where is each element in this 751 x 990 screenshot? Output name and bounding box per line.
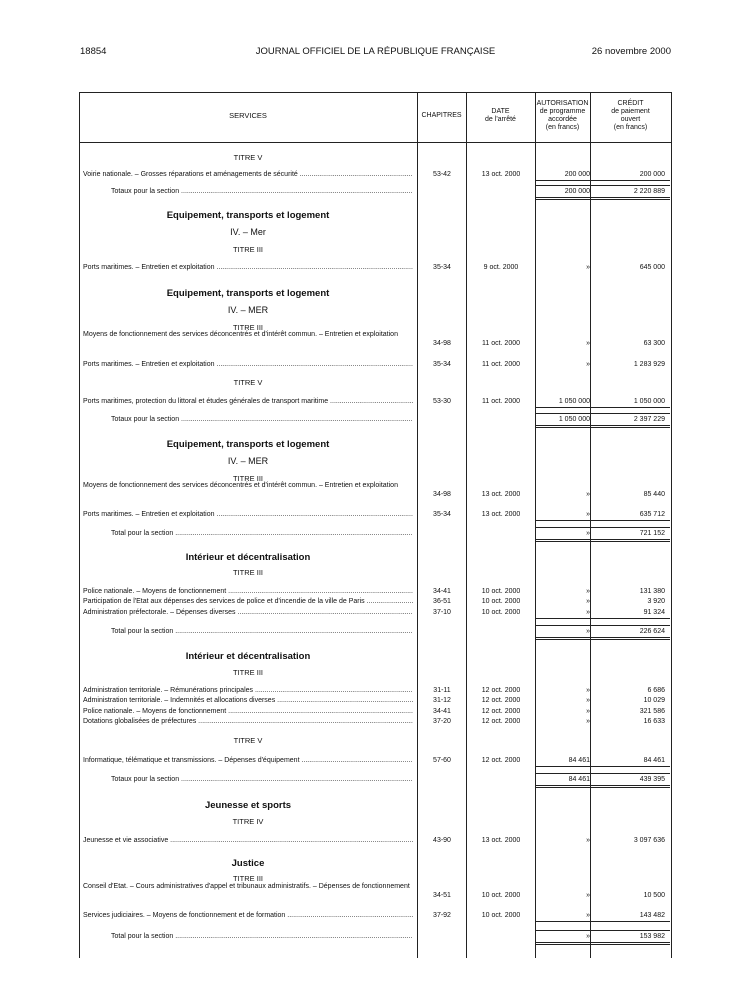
total-rule (536, 413, 590, 414)
row-date: 10 oct. 2000 (481, 892, 521, 899)
total-rule (591, 199, 670, 200)
row-label: Services judiciaires. – Moyens de fonctionnement et de formation ..... (83, 911, 413, 920)
row-autorisation: » (586, 697, 590, 704)
row-label: Administration territoriale. – Indemnités et allocations diverses ..... (83, 696, 413, 705)
row-label: Police nationale. – Moyens de fonctionnement ..... (83, 707, 413, 716)
titre-heading: TITRE III (233, 323, 263, 332)
total-rule (591, 425, 670, 426)
total-rule (536, 425, 590, 426)
row-autorisation: 200 000 (564, 171, 590, 178)
row-credit: 6 686 (647, 687, 665, 694)
row-date: 11 oct. 2000 (481, 340, 520, 347)
row-date: 12 oct. 2000 (481, 708, 521, 715)
titre-heading: TITRE V (233, 378, 263, 387)
row-chapitre: 34-41 (433, 588, 451, 595)
col-header-cred-l3: ouvert (620, 116, 641, 123)
row-date: 12 oct. 2000 (481, 757, 521, 764)
titre-heading: TITRE V (233, 153, 263, 162)
row-credit: 143 482 (639, 912, 665, 919)
row-credit: 131 380 (639, 588, 665, 595)
subtotal-rule (591, 180, 670, 181)
row-credit: 2 397 229 (633, 416, 665, 423)
row-autorisation: » (586, 892, 590, 899)
titre-heading: TITRE IV (232, 817, 264, 826)
titre-heading: TITRE V (233, 736, 263, 745)
row-credit: 10 500 (643, 892, 665, 899)
total-rule (591, 185, 670, 186)
row-autorisation: » (586, 687, 590, 694)
row-chapitre: 31-11 (433, 687, 451, 694)
row-chapitre: 35-34 (433, 264, 451, 271)
total-rule (591, 539, 670, 540)
total-rule (536, 427, 590, 428)
row-credit: 3 920 (647, 598, 665, 605)
row-credit: 439 395 (639, 776, 665, 783)
subtotal-rule (591, 921, 670, 922)
row-credit: 1 283 929 (633, 361, 665, 368)
row-chapitre: 31-12 (433, 697, 451, 704)
ministry-title: Justice (231, 858, 265, 869)
total-rule (591, 637, 670, 638)
row-credit: 321 586 (639, 708, 665, 715)
total-rule (591, 625, 670, 626)
subtotal-rule (536, 766, 590, 767)
row-autorisation: » (586, 609, 590, 616)
col-header-date-l2: de l'arrêté (485, 116, 516, 123)
row-autorisation: » (586, 933, 590, 940)
row-autorisation: » (586, 530, 590, 537)
row-autorisation: » (586, 628, 590, 635)
row-date: 11 oct. 2000 (481, 361, 520, 368)
col-header-auth-l1: AUTORISATION (536, 100, 589, 107)
row-date: 11 oct. 2000 (481, 398, 520, 405)
total-rule (536, 773, 590, 774)
total-rule (536, 942, 590, 943)
col-header-autorisation (535, 100, 590, 132)
row-label: Total pour la section ..... (111, 627, 413, 636)
row-chapitre: 34-51 (433, 892, 451, 899)
row-autorisation: » (586, 340, 590, 347)
subtotal-rule (536, 520, 590, 521)
row-credit: 84 461 (643, 757, 665, 764)
row-autorisation: 84 461 (568, 776, 590, 783)
section-subtitle: IV. – MER (227, 305, 269, 315)
credits-table (79, 92, 672, 958)
row-date: 12 oct. 2000 (481, 687, 521, 694)
row-date: 10 oct. 2000 (481, 588, 521, 595)
row-date: 13 oct. 2000 (481, 171, 521, 178)
row-credit: 1 050 000 (633, 398, 665, 405)
row-credit: 721 152 (639, 530, 665, 537)
row-chapitre: 53-42 (433, 171, 451, 178)
titre-heading: TITRE III (233, 245, 263, 254)
titre-heading: TITRE III (233, 568, 263, 577)
row-chapitre: 36-51 (433, 598, 451, 605)
row-autorisation: » (586, 588, 590, 595)
total-rule (591, 785, 670, 786)
ministry-title: Jeunesse et sports (204, 800, 292, 811)
page-date: 26 novembre 2000 (591, 46, 671, 57)
row-date: 9 oct. 2000 (483, 264, 519, 271)
row-autorisation: » (586, 837, 590, 844)
row-date: 13 oct. 2000 (481, 511, 521, 518)
row-credit: 91 324 (643, 609, 665, 616)
total-rule (591, 773, 670, 774)
col-header-auth-l4: (en francs) (545, 124, 580, 131)
ministry-title: Equipement, transports et logement (166, 439, 330, 450)
row-autorisation: » (586, 598, 590, 605)
col-header-cred-l4: (en francs) (613, 124, 648, 131)
row-label: Informatique, télématique et transmissions. – Dépenses d'équipement ..... (83, 756, 413, 765)
col-header-cred-l1: CRÉDIT (617, 100, 644, 107)
row-chapitre: 43-90 (433, 837, 451, 844)
ministry-title: Equipement, transports et logement (166, 210, 330, 221)
row-credit: 3 097 636 (633, 837, 665, 844)
row-label: Total pour la section ..... (111, 529, 413, 538)
row-label: Total pour la section ..... (111, 932, 413, 941)
row-label: Participation de l'Etat aux dépenses des services de police et d'incendie de la ville de Paris ..... (83, 597, 413, 606)
col-header-auth-l2: de programme (539, 108, 586, 115)
row-label: Ports maritimes, protection du littoral et études générales de transport maritime ..... (83, 397, 413, 406)
row-autorisation: 84 461 (568, 757, 590, 764)
row-date: 10 oct. 2000 (481, 912, 521, 919)
col-header-credit (590, 100, 671, 132)
total-rule (536, 539, 590, 540)
subtotal-rule (591, 766, 670, 767)
titre-heading: TITRE III (233, 668, 263, 677)
col-header-services: SERVICES (229, 111, 267, 120)
total-rule (536, 197, 590, 198)
col-header-date (466, 108, 535, 124)
total-rule (536, 541, 590, 542)
total-rule (536, 639, 590, 640)
row-chapitre: 35-34 (433, 361, 451, 368)
row-label: Dotations globalisées de préfectures ..... (83, 717, 413, 726)
row-label: Administration préfectorale. – Dépenses diverses ..... (83, 608, 413, 617)
row-date: 10 oct. 2000 (481, 609, 521, 616)
row-credit: 63 300 (643, 340, 665, 347)
total-rule (536, 930, 590, 931)
total-rule (591, 944, 670, 945)
subtotal-rule (536, 921, 590, 922)
col-header-chapitres: CHAPITRES (421, 112, 462, 119)
col-header-cred-l2: de paiement (611, 108, 650, 115)
row-label: Ports maritimes. – Entretien et exploitation ..... (83, 360, 413, 369)
col-header-date-l1: DATE (491, 108, 510, 115)
total-rule (591, 197, 670, 198)
row-label: Totaux pour la section ..... (111, 187, 413, 196)
row-label: Voirie nationale. – Grosses réparations et aménagements de sécurité ..... (83, 170, 413, 179)
row-date: 12 oct. 2000 (481, 697, 521, 704)
titre-heading: TITRE III (233, 874, 263, 883)
total-rule (591, 942, 670, 943)
row-date: 13 oct. 2000 (481, 837, 521, 844)
row-chapitre: 37-10 (433, 609, 451, 616)
row-date: 12 oct. 2000 (481, 718, 521, 725)
ministry-title: Intérieur et décentralisation (185, 552, 311, 563)
row-autorisation: » (586, 511, 590, 518)
row-chapitre: 34-98 (433, 340, 451, 347)
row-label: Moyens de fonctionnement des services déconcentrés et d'intérêt commun. – Entretien et exploitation (83, 331, 398, 338)
row-label: Totaux pour la section ..... (111, 775, 413, 784)
row-chapitre: 37-20 (433, 718, 451, 725)
row-chapitre: 53-30 (433, 398, 451, 405)
row-autorisation: 200 000 (564, 188, 590, 195)
total-rule (536, 625, 590, 626)
total-rule (591, 541, 670, 542)
subtotal-rule (591, 618, 670, 619)
section-subtitle: IV. – MER (227, 456, 269, 466)
row-chapitre: 35-34 (433, 511, 451, 518)
ministry-title: Equipement, transports et logement (166, 288, 330, 299)
row-credit: 226 624 (639, 628, 665, 635)
row-label: Ports maritimes. – Entretien et exploitation ..... (83, 510, 413, 519)
row-label: Conseil d'Etat. – Cours administratives d'appel et tribunaux administratifs. – Dépenses de fonctionnement (83, 883, 410, 890)
row-autorisation: » (586, 718, 590, 725)
total-rule (536, 787, 590, 788)
row-date: 10 oct. 2000 (481, 598, 521, 605)
row-label: Moyens de fonctionnement des services déconcentrés et d'intérêt commun. – Entretien et exploitation (83, 482, 398, 489)
row-chapitre: 57-60 (433, 757, 451, 764)
row-label: Administration territoriale. – Rémunérations principales ..... (83, 686, 413, 695)
total-rule (591, 787, 670, 788)
subtotal-rule (591, 407, 670, 408)
total-rule (536, 785, 590, 786)
row-credit: 645 000 (639, 264, 665, 271)
subtotal-rule (536, 180, 590, 181)
total-rule (536, 637, 590, 638)
row-credit: 85 440 (643, 491, 665, 498)
row-autorisation: » (586, 264, 590, 271)
total-rule (536, 185, 590, 186)
total-rule (536, 527, 590, 528)
row-autorisation: » (586, 912, 590, 919)
row-chapitre: 34-41 (433, 708, 451, 715)
titre-heading: TITRE III (233, 474, 263, 483)
row-credit: 2 220 889 (633, 188, 665, 195)
row-credit: 10 029 (643, 697, 665, 704)
total-rule (536, 199, 590, 200)
journal-title: JOURNAL OFFICIEL DE LA RÉPUBLIQUE FRANÇAISE (255, 46, 496, 57)
subtotal-rule (536, 618, 590, 619)
row-chapitre: 34-98 (433, 491, 451, 498)
row-autorisation: » (586, 491, 590, 498)
row-autorisation: 1 050 000 (558, 416, 590, 423)
total-rule (591, 930, 670, 931)
total-rule (591, 639, 670, 640)
section-subtitle: IV. – Mer (230, 227, 266, 237)
row-credit: 200 000 (639, 171, 665, 178)
row-date: 13 oct. 2000 (481, 491, 521, 498)
row-autorisation: » (586, 361, 590, 368)
row-credit: 153 982 (639, 933, 665, 940)
row-label: Jeunesse et vie associative ..... (83, 836, 413, 845)
row-chapitre: 37-92 (433, 912, 451, 919)
subtotal-rule (591, 520, 670, 521)
row-credit: 16 633 (643, 718, 665, 725)
row-label: Police nationale. – Moyens de fonctionnement ..... (83, 587, 413, 596)
total-rule (536, 944, 590, 945)
ministry-title: Intérieur et décentralisation (185, 651, 311, 662)
total-rule (591, 427, 670, 428)
total-rule (591, 413, 670, 414)
total-rule (591, 527, 670, 528)
row-autorisation: » (586, 708, 590, 715)
row-autorisation: 1 050 000 (558, 398, 590, 405)
page-number: 18854 (80, 46, 107, 57)
row-label: Ports maritimes. – Entretien et exploitation ..... (83, 263, 413, 272)
row-credit: 635 712 (639, 511, 665, 518)
subtotal-rule (536, 407, 590, 408)
row-label: Totaux pour la section ..... (111, 415, 413, 424)
col-header-auth-l3: accordée (548, 116, 577, 123)
